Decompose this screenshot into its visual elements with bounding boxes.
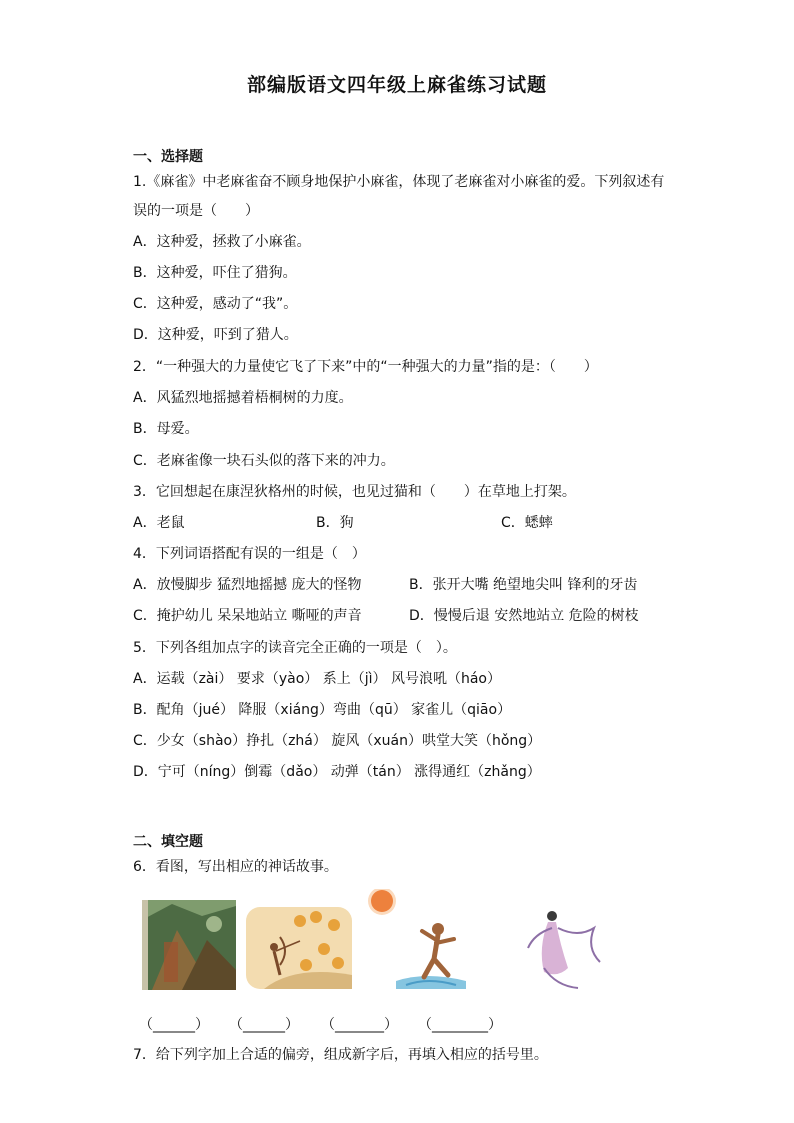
question-3-option-c: C．蟋蟀 <box>501 515 553 531</box>
myth-picture-archer <box>244 905 354 991</box>
question-5-stem: 5．下列各组加点字的读音完全正确的一项是（ ）。 <box>133 640 457 656</box>
question-2-stem: 2．“一种强大的力量使它飞了下来”中的“一种强大的力量”指的是：（ ） <box>133 359 598 375</box>
question-7-stem: 7．给下列字加上合适的偏旁，组成新字后，再填入相应的括号里。 <box>133 1047 548 1063</box>
myth-picture-moon-lady <box>508 898 608 994</box>
question-6-stem: 6．看图，写出相应的神话故事。 <box>133 859 338 875</box>
page-title: 部编版语文四年级上麻雀练习试题 <box>246 74 547 96</box>
question-3-option-a: A．老鼠 <box>133 515 185 531</box>
question-1-option-a: A．这种爱，拯救了小麻雀。 <box>133 234 311 250</box>
answer-blank-3[interactable]: （_______） <box>321 1017 398 1033</box>
question-5-option-a: A．运载（zài） 要求（yào） 系上（jì） 风号浪吼（háo） <box>133 671 501 687</box>
question-4-option-a: A．放慢脚步 猛烈地摇撼 庞大的怪物 <box>133 577 362 593</box>
answer-blank-1[interactable]: （______） <box>139 1017 209 1033</box>
question-2-option-a: A．风猛烈地摇撼着梧桐树的力度。 <box>133 390 353 406</box>
question-3-option-b: B．狗 <box>316 515 354 531</box>
myth-picture-mountain <box>142 900 236 990</box>
question-1-option-d: D．这种爱，吓到了猎人。 <box>133 327 298 343</box>
question-2-option-b: B．母爱。 <box>133 421 199 437</box>
question-1-stem: 1.《麻雀》中老麻雀奋不顾身地保护小麻雀，体现了老麻雀对小麻雀的爱。下列叙述有 <box>133 174 665 190</box>
question-4-option-d: D．慢慢后退 安然地站立 危险的树枝 <box>409 608 639 624</box>
answer-blank-2[interactable]: （______） <box>229 1017 299 1033</box>
section-heading-choice: 一、选择题 <box>133 149 203 165</box>
question-4-option-c: C．掩护幼儿 呆呆地站立 嘶哑的声音 <box>133 608 362 624</box>
question-3-stem: 3．它回想起在康涅狄格州的时候，也见过猫和（ ）在草地上打架。 <box>133 484 576 500</box>
myth-picture-sun-chaser <box>366 889 470 993</box>
question-5-option-d: D．宁可（níng）倒霉（dǎo） 动弹（tán） 涨得通红（zhǎng） <box>133 764 541 780</box>
answer-blank-4[interactable]: （________） <box>418 1017 502 1033</box>
question-1-stem-cont: 误的一项是（ ） <box>133 203 259 219</box>
question-2-option-c: C．老麻雀像一块石头似的落下来的冲力。 <box>133 453 395 469</box>
question-4-stem: 4．下列词语搭配有误的一组是（ ） <box>133 546 366 562</box>
question-5-option-b: B．配角（jué） 降服（xiáng）弯曲（qū） 家雀儿（qiāo） <box>133 702 512 718</box>
question-1-option-c: C．这种爱，感动了“我”。 <box>133 296 298 312</box>
question-1-option-b: B．这种爱，吓住了猎狗。 <box>133 265 297 281</box>
section-heading-fill: 二、填空题 <box>133 834 203 850</box>
question-5-option-c: C．少女（shào）挣扎（zhá） 旋风（xuán）哄堂大笑（hǒng） <box>133 733 542 749</box>
question-4-option-b: B．张开大嘴 绝望地尖叫 锋利的牙齿 <box>409 577 638 593</box>
